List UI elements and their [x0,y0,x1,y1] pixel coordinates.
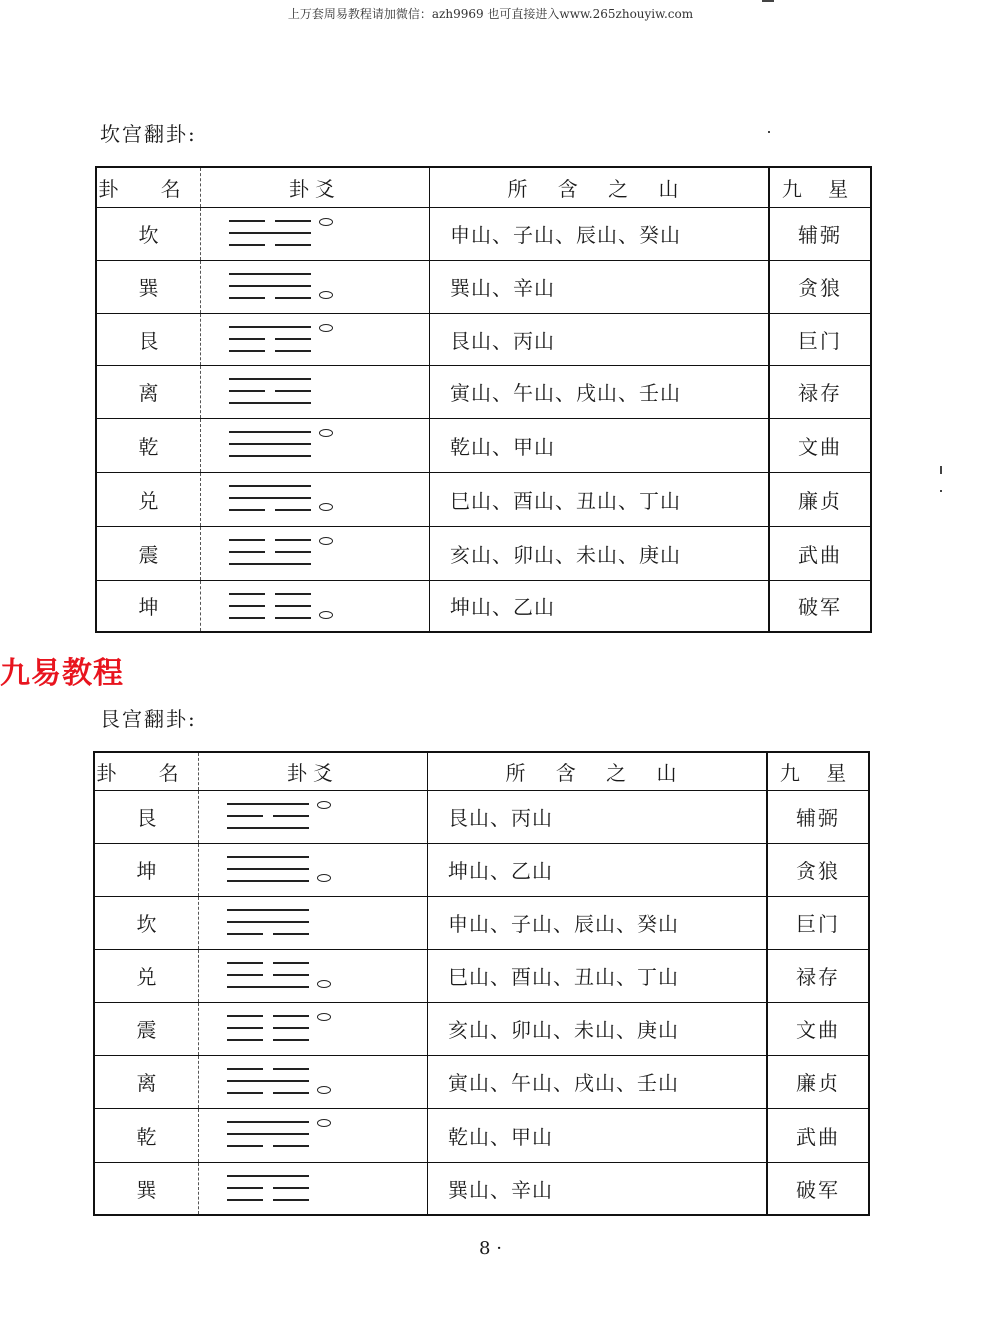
moving-line-mark-icon [319,291,333,299]
nine-star-cell: 巨门 [767,896,869,949]
moving-line-mark-icon [319,218,333,226]
nine-star-cell: 廉贞 [769,472,871,526]
gua-yao-lines [199,1162,428,1215]
gua-yao-lines [199,1002,428,1055]
gua-name: 巽 [96,260,201,313]
scan-speck [940,490,942,492]
nine-star-cell: 辅弼 [767,790,869,843]
mountains-cell: 乾山、甲山 [430,418,770,472]
gua-name: 兑 [96,472,201,526]
section-title-gen: 艮宫翻卦: [100,707,197,731]
moving-line-mark-icon [317,1119,331,1127]
gua-name: 乾 [94,1108,199,1162]
nine-star-cell: 文曲 [769,418,871,472]
hexagram-symbol-icon [229,589,339,627]
nine-star-cell: 禄存 [769,365,871,418]
scan-speck [762,0,774,2]
gua-yao-lines [199,896,428,949]
nine-star-cell: 贪狼 [769,260,871,313]
mountains-cell: 坤山、乙山 [428,843,768,896]
gua-yao-lines [201,472,430,526]
scan-speck [768,131,770,133]
gua-yao-lines [201,580,430,632]
moving-line-mark-icon [317,801,331,809]
header-yao: 卦爻 [199,752,428,790]
table-row [94,790,869,843]
table-row [94,1162,869,1215]
table-row [94,1002,869,1055]
nine-star-cell: 巨门 [769,313,871,365]
hexagram-symbol-icon [227,1011,337,1049]
moving-line-mark-icon [319,429,333,437]
mountains-cell: 巽山、辛山 [428,1162,768,1215]
kan-palace-table [95,166,872,633]
gua-yao-lines [199,1108,428,1162]
moving-line-mark-icon [319,324,333,332]
gua-yao-lines [199,1055,428,1108]
gua-name: 兑 [94,949,199,1002]
hexagram-symbol-icon [227,799,337,837]
nine-star-cell: 辅弼 [769,207,871,260]
hexagram-symbol-icon [229,374,339,412]
gua-name: 离 [96,365,201,418]
table-row [94,1108,869,1162]
mountains-cell: 乾山、甲山 [428,1108,768,1162]
header-star: 九 星 [769,167,871,207]
gua-yao-lines [199,843,428,896]
table-row [94,843,869,896]
table-row [96,313,871,365]
hexagram-symbol-icon [229,322,339,360]
gua-name: 艮 [94,790,199,843]
gua-name: 坎 [94,896,199,949]
table-row [96,472,871,526]
header-name: 卦 名 [94,752,199,790]
header-mountains: 所 含 之 山 [428,752,768,790]
gua-name: 离 [94,1055,199,1108]
mountains-cell: 巳山、酉山、丑山、丁山 [428,949,768,1002]
hexagram-symbol-icon [229,481,339,519]
table-row [96,207,871,260]
mountains-cell: 寅山、午山、戌山、壬山 [428,1055,768,1108]
gua-name: 坤 [96,580,201,632]
table-row [96,580,871,632]
table-row [96,365,871,418]
gua-yao-lines [201,260,430,313]
header-name: 卦 名 [96,167,201,207]
mountains-cell: 亥山、卯山、未山、庚山 [430,526,770,580]
nine-star-cell: 文曲 [767,1002,869,1055]
table-row [94,1055,869,1108]
moving-line-mark-icon [317,1013,331,1021]
moving-line-mark-icon [317,980,331,988]
table-row [94,896,869,949]
hexagram-symbol-icon [227,905,337,943]
nine-star-cell: 武曲 [769,526,871,580]
gua-name: 巽 [94,1162,199,1215]
nine-star-cell: 破军 [769,580,871,632]
hexagram-symbol-icon [229,269,339,307]
hexagram-symbol-icon [227,1171,337,1209]
nine-star-cell: 廉贞 [767,1055,869,1108]
hexagram-symbol-icon [227,852,337,890]
mountains-cell: 巽山、辛山 [430,260,770,313]
table-row [96,260,871,313]
banner-text: 上万套周易教程请加微信：azh9969 也可直接进入www.265zhouyiw.com [287,7,694,21]
gua-name: 坎 [96,207,201,260]
header-yao: 卦爻 [201,167,430,207]
hexagram-symbol-icon [227,1064,337,1102]
table-row [96,418,871,472]
mountains-cell: 申山、子山、辰山、癸山 [430,207,770,260]
gua-yao-lines [199,790,428,843]
gua-name: 震 [96,526,201,580]
moving-line-mark-icon [319,611,333,619]
moving-line-mark-icon [317,874,331,882]
gua-name: 乾 [96,418,201,472]
brand-watermark: 九易教程 [0,656,124,691]
section-title-kan: 坎宫翻卦: [100,122,197,146]
gua-name: 坤 [94,843,199,896]
gen-palace-table [93,751,870,1216]
gua-yao-lines [201,365,430,418]
moving-line-mark-icon [319,503,333,511]
mountains-cell: 艮山、丙山 [428,790,768,843]
gua-yao-lines [201,207,430,260]
nine-star-cell: 武曲 [767,1108,869,1162]
gua-yao-lines [199,949,428,1002]
moving-line-mark-icon [317,1086,331,1094]
gua-name: 艮 [96,313,201,365]
gua-yao-lines [201,526,430,580]
mountains-cell: 巳山、酉山、丑山、丁山 [430,472,770,526]
mountains-cell: 艮山、丙山 [430,313,770,365]
mountains-cell: 寅山、午山、戌山、壬山 [430,365,770,418]
mountains-cell: 坤山、乙山 [430,580,770,632]
hexagram-symbol-icon [227,958,337,996]
page-number: 8 · [479,1238,502,1259]
moving-line-mark-icon [319,537,333,545]
scan-speck [940,466,942,474]
hexagram-symbol-icon [229,216,339,254]
table-row [96,526,871,580]
gua-yao-lines [201,418,430,472]
nine-star-cell: 破军 [767,1162,869,1215]
hexagram-symbol-icon [227,1117,337,1155]
header-star: 九 星 [767,752,869,790]
gua-name: 震 [94,1002,199,1055]
nine-star-cell: 贪狼 [767,843,869,896]
mountains-cell: 亥山、卯山、未山、庚山 [428,1002,768,1055]
gua-yao-lines [201,313,430,365]
mountains-cell: 申山、子山、辰山、癸山 [428,896,768,949]
hexagram-symbol-icon [229,427,339,465]
nine-star-cell: 禄存 [767,949,869,1002]
header-mountains: 所 含 之 山 [430,167,770,207]
hexagram-symbol-icon [229,535,339,573]
table-row [94,949,869,1002]
